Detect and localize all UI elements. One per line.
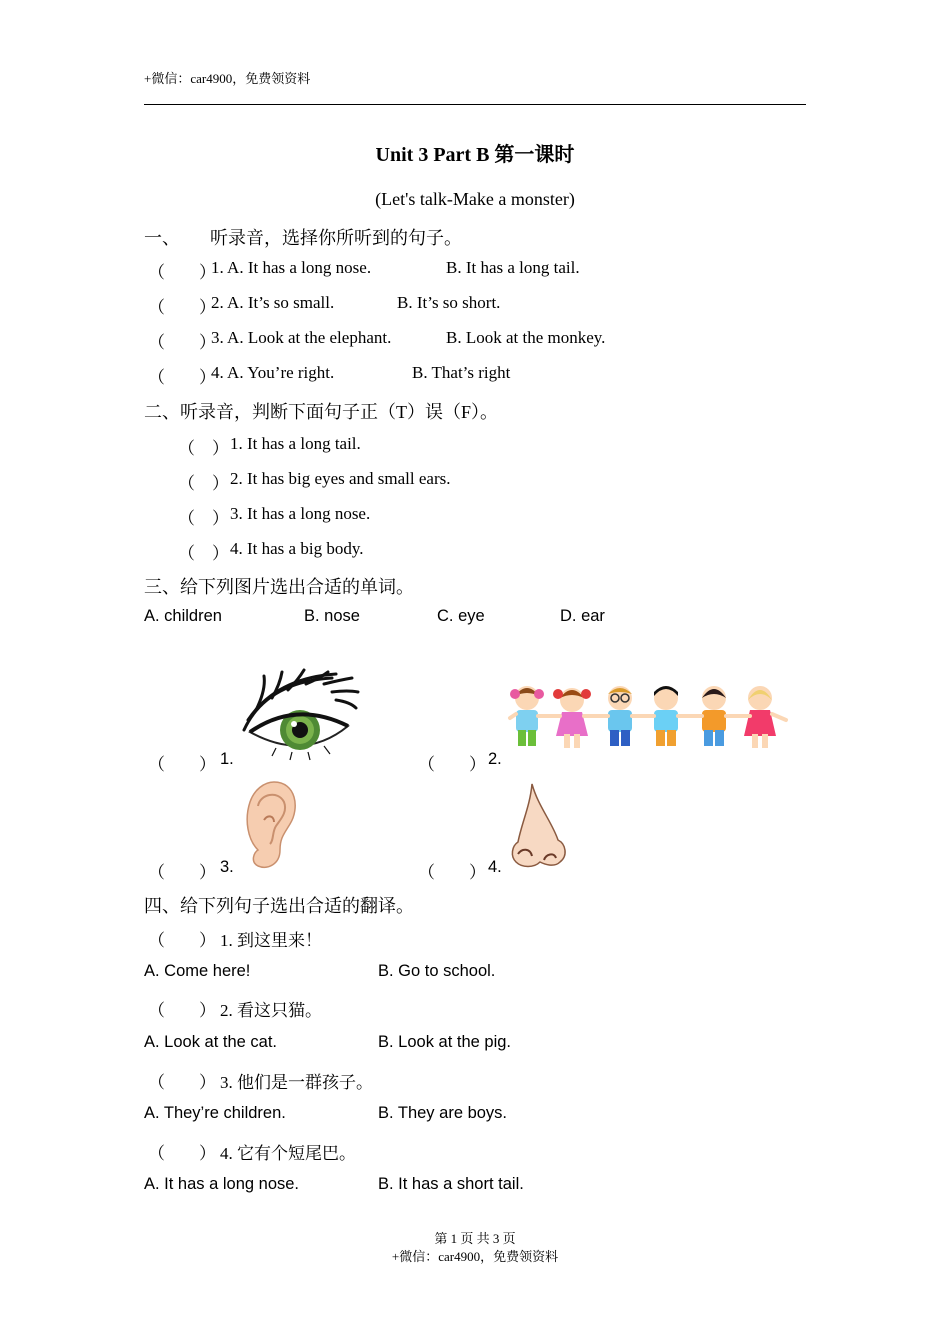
translate-option-b: B. It has a short tail.	[378, 1175, 524, 1193]
answer-blank[interactable]: （ ）	[178, 509, 229, 528]
answer-blank[interactable]: （ ）	[178, 439, 229, 458]
translate-question: 3. 他们是一群孩子。	[220, 1073, 373, 1092]
statement-text: 3. It has a long nose.	[230, 504, 371, 523]
answer-blank[interactable]: （ ）	[418, 755, 486, 774]
picture-number: 4.	[488, 858, 502, 876]
question-option-b: B. It has a long tail.	[446, 258, 580, 277]
answer-blank[interactable]: （ ）	[148, 931, 216, 950]
header-text: +微信：car4900，免费领资料	[144, 71, 311, 86]
question-option-a: 3. A. Look at the elephant.	[211, 328, 392, 347]
answer-blank[interactable]: （ ）	[148, 368, 216, 387]
translate-option-b: B. They are boys.	[378, 1104, 508, 1122]
answer-blank[interactable]: （ ）	[148, 1001, 216, 1020]
page-title: Unit 3 Part B 第一课时	[375, 144, 575, 166]
answer-blank[interactable]: （ ）	[418, 863, 486, 882]
section2-heading: 二、听录音，判断下面句子正（T）误（F）。	[144, 402, 499, 422]
answer-blank[interactable]: （ ）	[148, 1073, 216, 1092]
question-option-a: 1. A. It has a long nose.	[211, 258, 372, 277]
eye-picture	[236, 670, 360, 766]
translate-question: 4. 它有个短尾巴。	[220, 1144, 356, 1163]
picture-number: 2.	[488, 750, 502, 768]
section1-heading-num: 一、	[144, 228, 180, 248]
word-option: A. children	[144, 607, 222, 625]
section4-heading: 四、给下列句子选出合适的翻译。	[144, 896, 414, 916]
picture-number: 1.	[220, 750, 234, 768]
page-subtitle: (Let's talk-Make a monster)	[375, 189, 575, 209]
answer-blank[interactable]: （ ）	[148, 333, 216, 352]
translate-question: 1. 到这里来！	[220, 931, 322, 950]
question-option-b: B. That’s right	[412, 363, 511, 382]
answer-blank[interactable]: （ ）	[148, 298, 216, 317]
question-option-b: B. It’s so short.	[397, 293, 501, 312]
translate-option-a: A. Look at the cat.	[144, 1033, 277, 1051]
answer-blank[interactable]: （ ）	[148, 755, 216, 774]
page-number: 第 1 页 共 3 页	[434, 1231, 516, 1246]
question-option-a: 4. A. You’re right.	[211, 363, 335, 382]
word-option: B. nose	[304, 607, 360, 625]
nose-picture	[508, 782, 570, 872]
question-option-b: B. Look at the monkey.	[446, 328, 606, 347]
section3-heading: 三、给下列图片选出合适的单词。	[144, 577, 414, 597]
translate-option-b: B. Look at the pig.	[378, 1033, 512, 1051]
statement-text: 1. It has a long tail.	[230, 434, 361, 453]
translate-question: 2. 看这只猫。	[220, 1001, 322, 1020]
answer-blank[interactable]: （ ）	[148, 1144, 216, 1163]
translate-option-a: A. It has a long nose.	[144, 1175, 300, 1193]
picture-number: 3.	[220, 858, 234, 876]
word-option: C. eye	[437, 607, 485, 625]
section1-heading-text: 听录音，选择你所听到的句子。	[210, 228, 462, 248]
answer-blank[interactable]: （ ）	[178, 544, 229, 563]
ear-picture	[244, 780, 300, 870]
statement-text: 2. It has big eyes and small ears.	[230, 469, 451, 488]
section1-heading	[144, 224, 462, 250]
header-rule	[144, 104, 806, 105]
children-picture	[508, 680, 794, 752]
translate-option-b: B. Go to school.	[378, 962, 496, 980]
answer-blank[interactable]: （ ）	[178, 474, 229, 493]
answer-blank[interactable]: （ ）	[148, 863, 216, 882]
answer-blank[interactable]: （ ）	[148, 263, 216, 282]
question-option-a: 2. A. It’s so small.	[211, 293, 335, 312]
translate-option-a: A. They’re children.	[144, 1104, 286, 1122]
word-option: D. ear	[560, 607, 605, 625]
translate-option-a: A. Come here!	[144, 962, 251, 980]
statement-text: 4. It has a big body.	[230, 539, 364, 558]
footer-text: +微信：car4900，免费领资料	[391, 1249, 559, 1264]
